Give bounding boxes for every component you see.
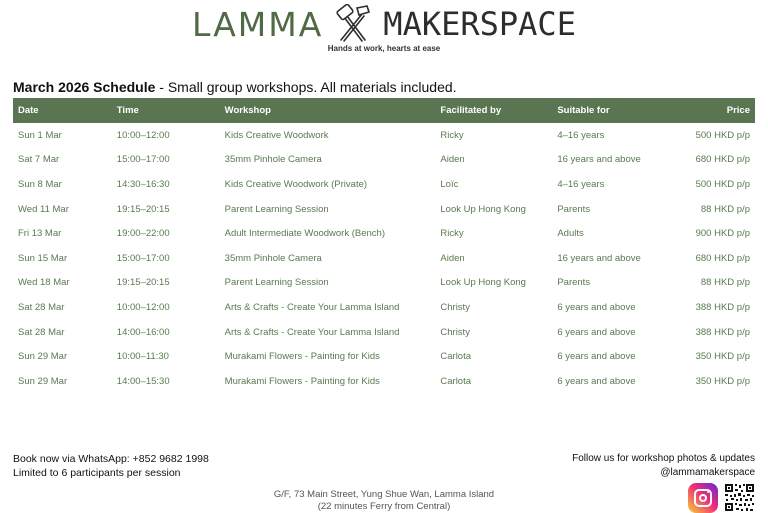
cell-date: Fri 13 Mar (18, 228, 62, 240)
cell-facilitator: Ricky (440, 129, 464, 141)
schedule-subtitle: - Small group workshops. All materials included. (155, 79, 457, 95)
cell-price: 500 HKD p/p (695, 178, 750, 190)
cell-facilitator: Christy (440, 326, 470, 338)
schedule-table (13, 98, 755, 394)
cell-date: Sun 1 Mar (18, 129, 62, 141)
cell-workshop: 35mm Pinhole Camera (224, 154, 322, 166)
cell-price: 500 HKD p/p (695, 129, 750, 141)
cell-time: 14:00–15:30 (116, 375, 170, 387)
table-row (13, 246, 755, 271)
header-time: Time (112, 98, 220, 123)
cell-workshop: Arts & Crafts - Create Your Lamma Island (224, 326, 400, 338)
cell-date: Sat 7 Mar (18, 154, 60, 166)
social-handle: @lammamakerspace (660, 467, 755, 478)
cell-time: 15:00–17:00 (116, 252, 170, 264)
cell-workshop: Murakami Flowers - Painting for Kids (224, 375, 380, 387)
participant-limit: Limited to 6 participants per session (13, 467, 181, 479)
tagline: Hands at work, hearts at ease (327, 44, 441, 53)
cell-price: 88 HKD p/p (700, 277, 750, 289)
cell-price: 680 HKD p/p (695, 252, 750, 264)
cell-suitable: Adults (557, 228, 584, 240)
cell-time: 10:00–12:00 (116, 301, 170, 313)
cell-facilitator: Loïc (440, 178, 459, 190)
cell-workshop: Parent Learning Session (224, 203, 329, 215)
cell-price: 680 HKD p/p (695, 154, 750, 166)
cell-workshop: 35mm Pinhole Camera (224, 252, 322, 264)
table-row (13, 197, 755, 222)
cell-time: 15:00–17:00 (116, 154, 170, 166)
cell-date: Sun 8 Mar (18, 178, 62, 190)
cell-date: Sat 28 Mar (18, 326, 65, 338)
cell-time: 19:15–20:15 (116, 203, 170, 215)
cell-workshop: Kids Creative Woodwork (224, 129, 329, 141)
table-row (13, 320, 755, 345)
header-price: Price (663, 98, 755, 123)
booking-info (13, 452, 209, 480)
cell-suitable: 4–16 years (557, 129, 605, 141)
cell-date: Sun 29 Mar (18, 351, 68, 363)
address-line: G/F, 73 Main Street, Yung Shue Wan, Lamma Island (273, 489, 495, 500)
cell-suitable: 16 years and above (557, 154, 641, 166)
cell-facilitator: Ricky (440, 228, 464, 240)
cell-price: 88 HKD p/p (700, 203, 750, 215)
cell-facilitator: Carlota (440, 351, 472, 363)
ferry-note: (22 minutes Ferry from Central) (317, 501, 451, 512)
cell-suitable: Parents (557, 203, 591, 215)
schedule-heading (13, 79, 457, 95)
cell-price: 388 HKD p/p (695, 326, 750, 338)
cell-price: 350 HKD p/p (695, 375, 750, 387)
brand-logo (0, 2, 768, 46)
table-row (13, 221, 755, 246)
cell-workshop: Arts & Crafts - Create Your Lamma Island (224, 301, 400, 313)
schedule-title: March 2026 Schedule (13, 79, 156, 95)
brand-name-left: LAMMA (192, 4, 324, 44)
cell-date: Sun 29 Mar (18, 375, 68, 387)
header-suitable: Suitable for (552, 98, 663, 123)
cell-facilitator: Look Up Hong Kong (440, 277, 526, 289)
header-facilitator: Facilitated by (435, 98, 552, 123)
qr-code-icon (724, 483, 755, 512)
table-row (13, 148, 755, 173)
cell-facilitator: Aiden (440, 154, 465, 166)
cell-facilitator: Carlota (440, 375, 472, 387)
cell-time: 10:00–12:00 (116, 129, 170, 141)
cell-date: Wed 18 Mar (18, 277, 70, 289)
table-row (13, 369, 755, 394)
cell-suitable: 6 years and above (557, 326, 636, 338)
cell-time: 10:00–11:30 (116, 351, 169, 363)
instagram-icon[interactable] (688, 483, 718, 513)
cell-date: Sat 28 Mar (18, 301, 65, 313)
social-info (572, 452, 755, 480)
cell-date: Wed 11 Mar (18, 203, 69, 215)
cell-workshop: Murakami Flowers - Painting for Kids (224, 351, 380, 363)
cell-date: Sun 15 Mar (18, 252, 68, 264)
table-row (13, 123, 755, 148)
table-row (13, 271, 755, 296)
cell-suitable: Parents (557, 277, 591, 289)
cell-facilitator: Aiden (440, 252, 465, 264)
table-row (13, 344, 755, 369)
cell-time: 14:30–16:30 (116, 178, 170, 190)
cell-time: 19:15–20:15 (116, 277, 170, 289)
cell-price: 350 HKD p/p (695, 351, 750, 363)
cell-facilitator: Christy (440, 301, 470, 313)
cell-time: 19:00–22:00 (116, 228, 170, 240)
cell-suitable: 6 years and above (557, 351, 636, 363)
cell-time: 14:00–16:00 (116, 326, 170, 338)
follow-text: Follow us for workshop photos & updates (572, 453, 755, 464)
address (0, 489, 768, 513)
cell-suitable: 16 years and above (557, 252, 641, 264)
cell-price: 388 HKD p/p (695, 301, 750, 313)
header-workshop: Workshop (220, 98, 436, 123)
cell-suitable: 6 years and above (557, 375, 636, 387)
cell-suitable: 6 years and above (557, 301, 636, 313)
cell-workshop: Parent Learning Session (224, 277, 329, 289)
table-row (13, 295, 755, 320)
cell-suitable: 4–16 years (557, 178, 605, 190)
cell-price: 900 HKD p/p (695, 228, 750, 240)
cell-workshop: Adult Intermediate Woodwork (Bench) (224, 228, 386, 240)
cell-workshop: Kids Creative Woodwork (Private) (224, 178, 368, 190)
table-row (13, 172, 755, 197)
brand-name-right: MAKERSPACE (383, 5, 576, 43)
cell-facilitator: Look Up Hong Kong (440, 203, 526, 215)
crossed-hammer-chisel-icon (335, 4, 371, 44)
header-date: Date (13, 98, 112, 123)
table-header-row (13, 98, 755, 123)
whatsapp-booking: Book now via WhatsApp: +852 9682 1998 (13, 453, 209, 465)
